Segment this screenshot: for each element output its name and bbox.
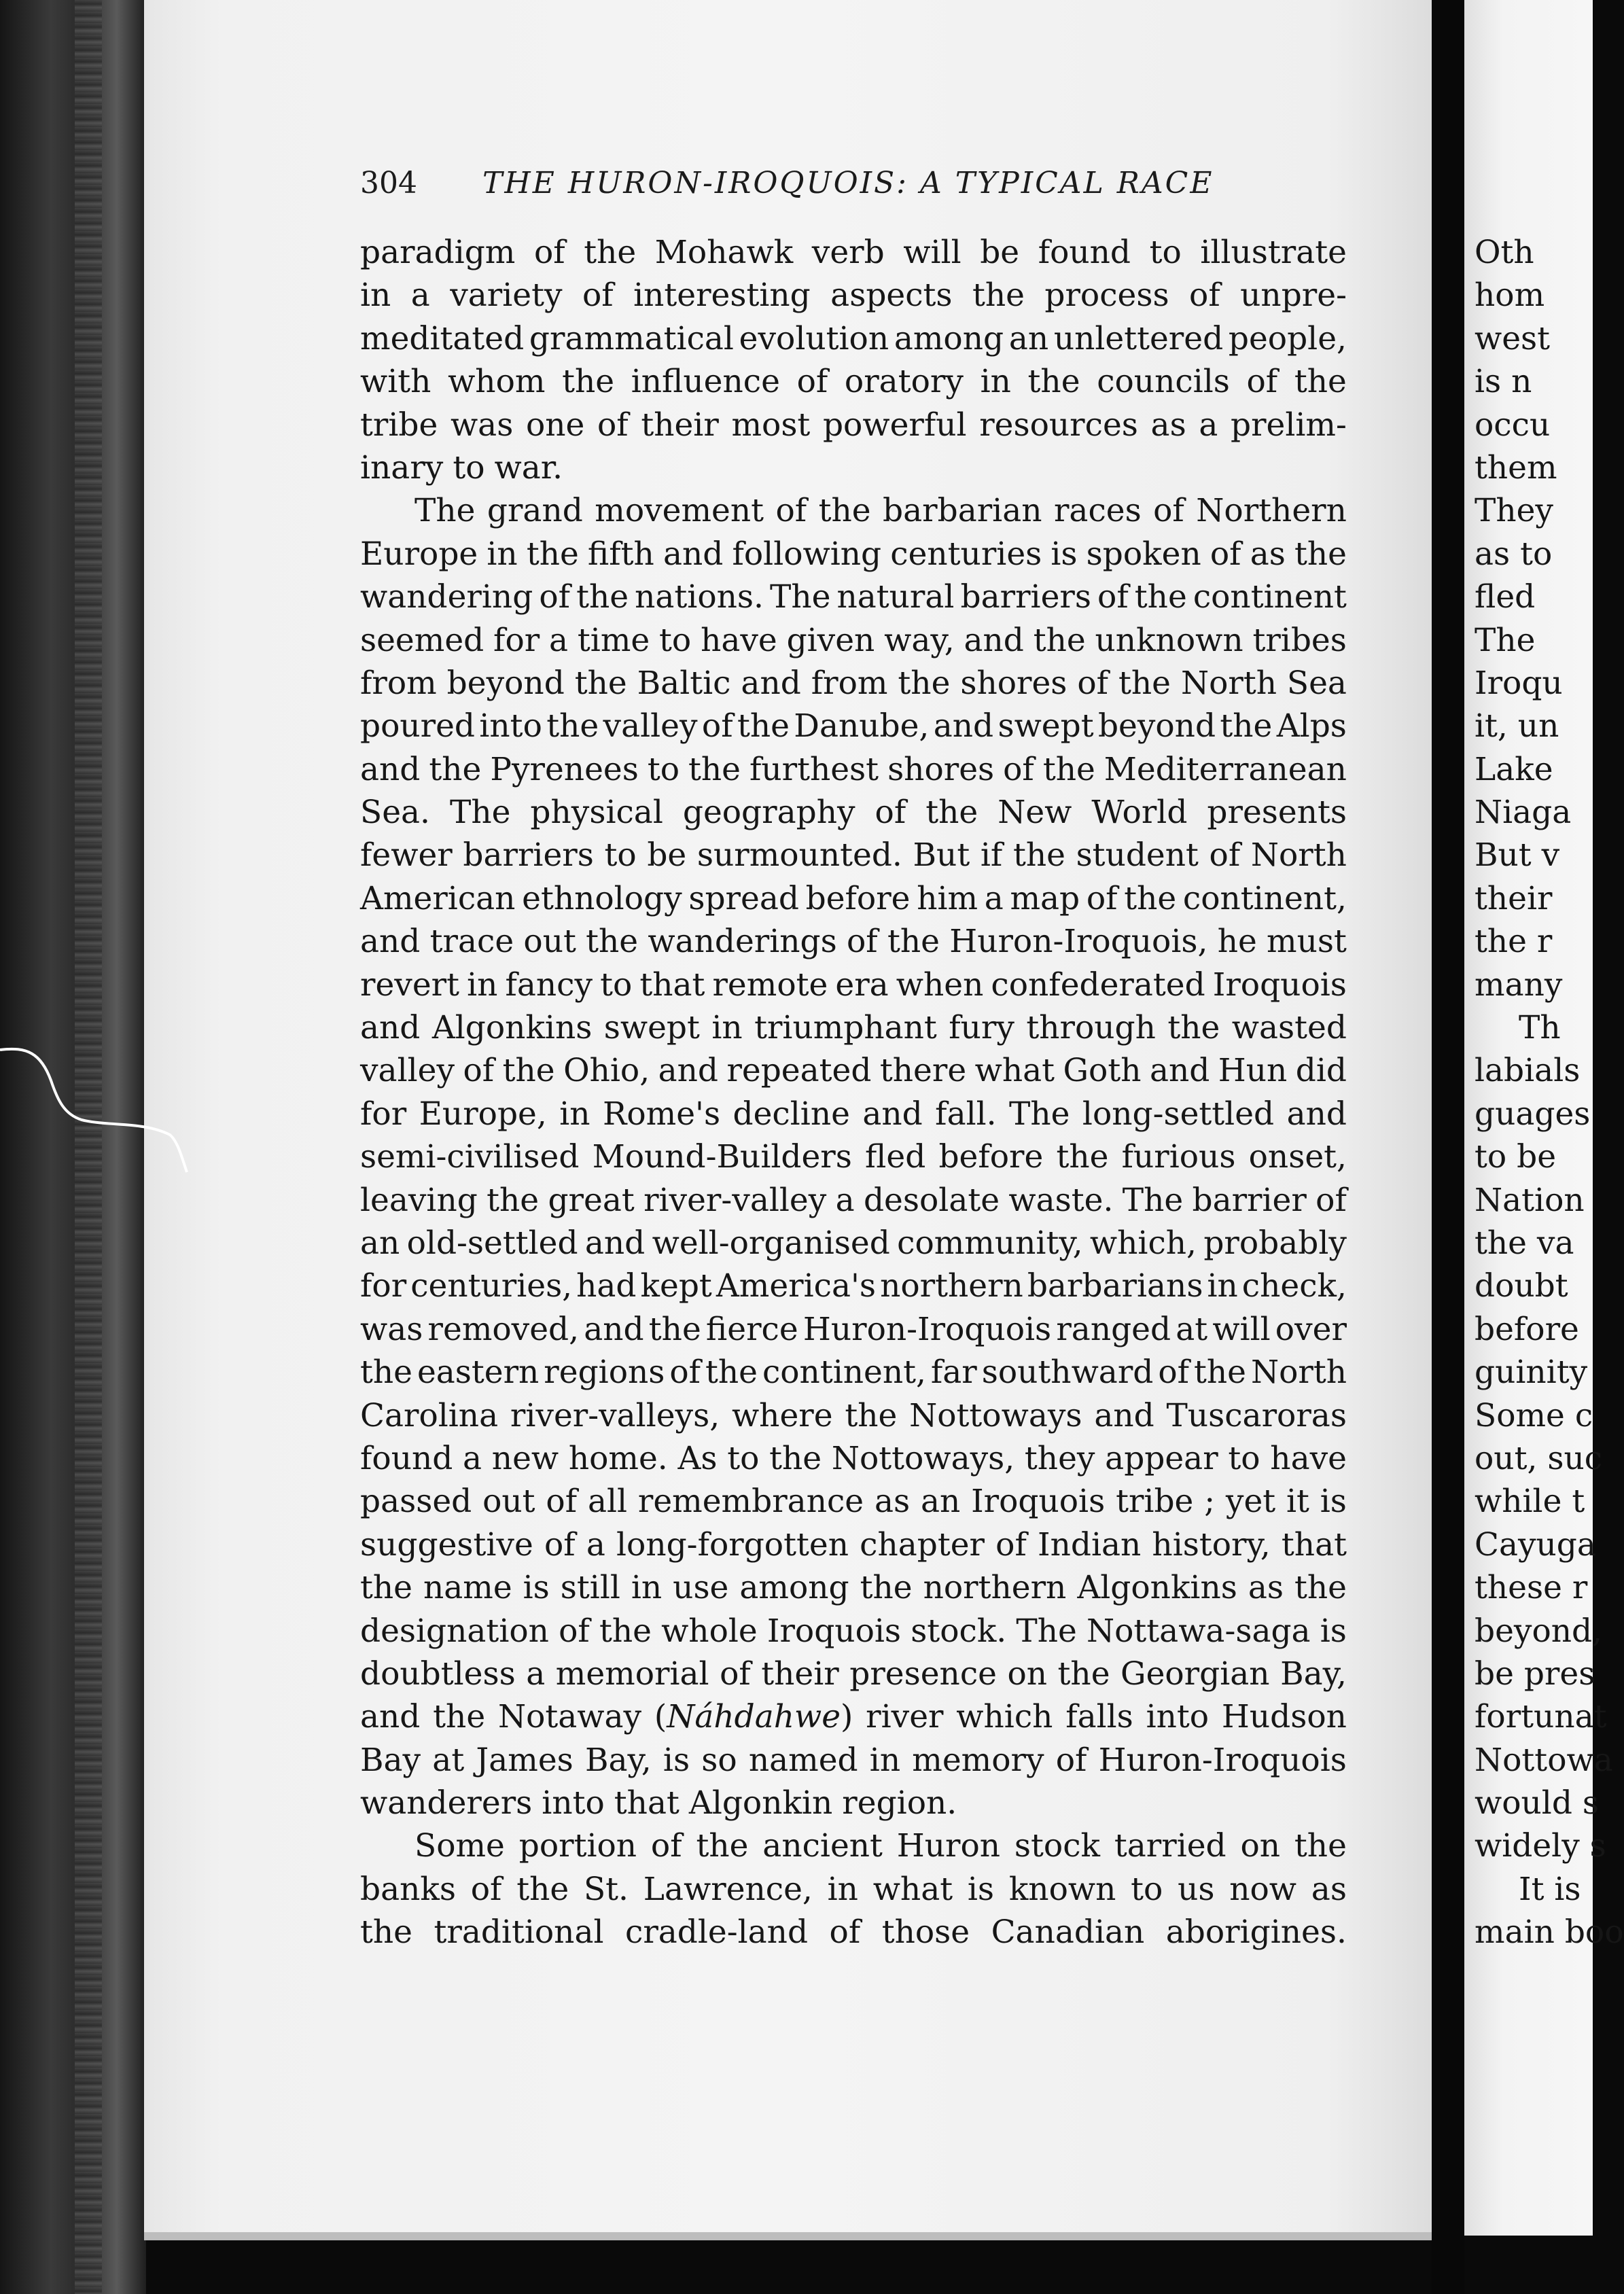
next-page-line: them [1475,448,1557,487]
next-page-line: to be [1475,1138,1557,1176]
text-line: Sea. The physical geography of the New World presents [360,794,1347,832]
text-line: The grand movement of the barbarian races of Northern [414,492,1347,530]
next-page-line: labials [1475,1052,1581,1090]
next-page-line: the r [1475,923,1553,961]
next-page-line: Oth [1475,234,1534,271]
text-line: for Europe, in Rome's decline and fall. The long-settled and [360,1095,1347,1133]
next-page-line: these r [1475,1569,1588,1607]
text-line: banks of the St. Lawrence, in what is known to us now as [360,1870,1347,1908]
next-page-line: The [1475,621,1536,659]
next-page-line: would s [1475,1784,1599,1822]
text-line: meditated grammatical evolution among an unlettered people, [360,319,1347,357]
running-head: THE HURON-IROQUOIS: A TYPICAL RACE [482,166,1214,200]
text-line: the name is still in use among the northern Algonkins as the [360,1569,1347,1607]
next-page-line: before [1475,1310,1579,1348]
next-page-line: fled [1475,578,1536,616]
next-page-line: Th [1519,1009,1561,1047]
next-page-line: beyond, [1475,1612,1603,1650]
next-page-line: occu [1475,406,1551,444]
text-line: wandering of the nations. The natural barriers of the continent [360,578,1347,616]
next-page-line: They [1475,492,1553,530]
text-line: and trace out the wanderings of the Huron-Iroquois, he must [360,923,1347,961]
next-page-line: many [1475,966,1563,1004]
next-page-line: Iroqu [1475,664,1563,702]
text-line: was removed, and the fierce Huron-Iroquois ranged at will over [360,1310,1347,1348]
next-page-line: Niaga [1475,794,1572,832]
next-page-line: Lake [1475,750,1553,788]
next-page-line: main boo [1475,1913,1624,1952]
next-page-line: west [1475,319,1551,357]
text-line: valley of the Ohio, and repeated there what Goth and Hun did [360,1052,1347,1090]
next-page-line: is n [1475,363,1532,401]
next-page-line: out, suc [1475,1439,1603,1477]
next-page-line: it, un [1475,707,1559,745]
next-page-line: doubt [1475,1267,1568,1305]
text-line: fewer barriers to be surmounted. But if the student of North [360,836,1347,875]
text-line: and the Pyrenees to the furthest shores of the Mediterranean [360,750,1347,788]
next-page-line: the va [1475,1224,1574,1262]
text-line: with whom the influence of oratory in the councils of the [360,363,1347,401]
text-line: and Algonkins swept in triumphant fury through the wasted [360,1009,1347,1047]
text-line: found a new home. As to the Nottoways, they appear to have [360,1439,1347,1477]
text-line: wanderers into that Algonkin region. [360,1784,957,1822]
next-page-line: guinity [1475,1354,1588,1392]
text-line: suggestive of a long-forgotten chapter of Indian history, that [360,1525,1347,1564]
next-page-line: fortunat [1475,1698,1607,1736]
body-text [360,231,1347,1954]
page-bottom-edge [144,2232,1432,2240]
next-page-line: Nottowa [1475,1741,1613,1779]
next-page-line: as to [1475,535,1553,573]
text-line: designation of the whole Iroquois stock. The Nottawa-saga is [360,1612,1347,1650]
next-page-line: hom [1475,277,1545,315]
text-line: passed out of all remembrance as an Iroquois tribe ; yet it is [360,1483,1347,1521]
text-line: Europe in the fifth and following centuries is spoken of as the [360,535,1347,573]
text-line: tribe was one of their most powerful resources as a prelim- [360,406,1347,444]
text-line: Carolina river-valleys, where the Nottoways and Tuscaroras [360,1396,1347,1434]
text-line: leaving the great river-valley a desolate waste. The barrier of [360,1181,1347,1219]
next-page-line: Some c [1475,1396,1593,1434]
next-page-line: Nation [1475,1181,1585,1219]
text-line: the traditional cradle-land of those Canadian aborigines. [360,1913,1347,1952]
next-page-line: But v [1475,836,1560,875]
next-page-line: widely s [1475,1827,1606,1865]
text-line: and the Notaway (Náhdahwe) river which falls into Hudson [360,1698,1347,1736]
next-page-line: guages [1475,1095,1591,1133]
next-page-line: It is [1519,1870,1581,1908]
next-page-line: Cayuga [1475,1525,1596,1564]
text-line: from beyond the Baltic and from the shores of the North Sea [360,664,1347,702]
text-line: paradigm of the Mohawk verb will be found to illustrate [360,234,1347,271]
text-line: seemed for a time to have given way, and the unknown tribes [360,621,1347,659]
text-line: inary to war. [360,448,563,487]
text-line: revert in fancy to that remote era when confederated Iroquois [360,966,1347,1004]
text-line: semi-civilised Mound-Builders fled before the furious onset, [360,1138,1347,1176]
text-line: in a variety of interesting aspects the process of unpre- [360,277,1347,315]
text-line: poured into the valley of the Danube, and swept beyond the Alps [360,707,1347,745]
next-page-line: their [1475,879,1553,917]
next-page-line: while t [1475,1483,1585,1521]
text-line: Some portion of the ancient Huron stock tarried on the [414,1827,1347,1865]
next-page-line: be pres [1475,1655,1595,1693]
page-divider [1432,0,1464,2294]
page-header [360,166,1345,213]
next-page-text [1475,231,1624,1954]
text-line: an old-settled and well-organised community, which, probably [360,1224,1347,1262]
text-line: Bay at James Bay, is so named in memory of Huron-Iroquois [360,1741,1347,1779]
text-line: American ethnology spread before him a map of the continent, [360,879,1347,917]
text-line: doubtless a memorial of their presence on the Georgian Bay, [360,1655,1347,1693]
text-line: the eastern regions of the continent, far southward of the North [360,1354,1347,1392]
text-line: for centuries, had kept America's northern barbarians in check, [360,1267,1347,1305]
page-number: 304 [360,166,417,200]
film-scratch-mark [0,1040,190,1189]
